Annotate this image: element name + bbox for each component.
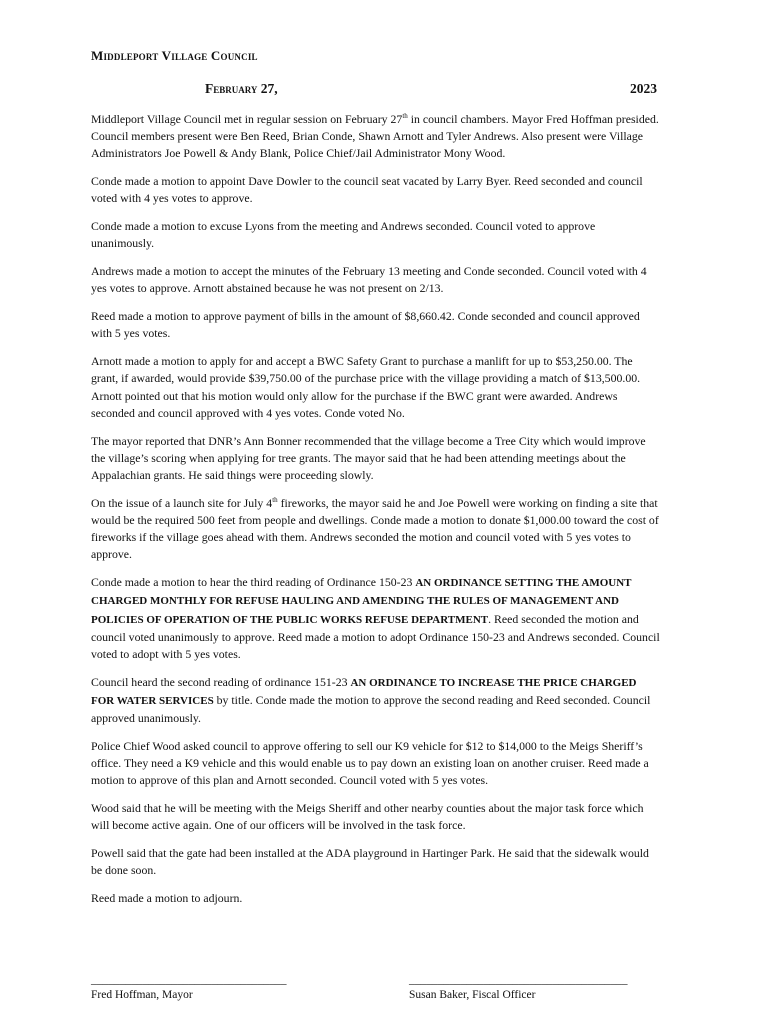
paragraph-ordinance-150-23: Conde made a motion to hear the third reading of Ordinance 150-23 AN ORDINANCE SETTING THE AMOUNT CHARGED MONTHLY FOR REFUSE HAULING AND AMENDING THE RULES OF MANAGEMENT AND POLICIES OF OPERATION OF THE PUBLIC WORKS REFUSE DEPARTMENT. Reed seconded the motion and council voted unanimously to approve. Reed made a motion to adopt Ordinance 150-23 and Andrews seconded. Council voted to adopt with 5 yes votes. bbox=[91, 575, 660, 662]
paragraph-adjourn: Reed made a motion to adjourn. bbox=[91, 891, 243, 906]
ordinance-title: AN ORDINANCE SETTING THE AMOUNT CHARGED MONTHLY FOR REFUSE HAULING AND AMENDING THE RULES OF MANAGEMENT AND POLICIES OF OPERATION OF THE PUBLIC WORKS REFUSE DEPARTMENT bbox=[91, 577, 632, 626]
paragraph-tree-city: The mayor reported that DNR’s Ann Bonner recommended that the village become a Tree City which would improve the village’s scoring when applying for tree grants. The mayor said that he had been attending meetings about the Appalachian grants. He said things were proceeding slowly. bbox=[91, 433, 646, 483]
paragraph-bwc-safety-grant: Arnott made a motion to apply for and accept a BWC Safety Grant to purchase a manlift for up to $53,250.00. The grant, if awarded, would provide $39,750.00 of the purchase price with the village providing a match of $13,500.00. Arnott pointed out that his motion would only allow for the purchase if the BWC grant were awarded. Andrews seconded and council approved with 4 yes votes. Conde voted No. bbox=[91, 354, 641, 420]
signature-mayor bbox=[91, 974, 287, 1001]
paragraph-task-force: Wood said that he will be meeting with the Meigs Sheriff and other nearby counties about the major task force which will become active again. One of our officers will be involved in the task force. bbox=[91, 801, 644, 833]
paragraph-ordinance-151-23: Council heard the second reading of ordinance 151-23 AN ORDINANCE TO INCREASE THE PRICE CHARGED FOR WATER SERVICES by title. Conde made the motion to approve the second reading and Reed seconded. Council approved unanimously. bbox=[91, 674, 651, 726]
paragraph-approve-minutes: Andrews made a motion to accept the minutes of the February 13 meeting and Conde seconded. Council voted with 4 yes votes to approve. Arnott abstained because he was not present on 2/13. bbox=[91, 264, 647, 296]
paragraph-fireworks: On the issue of a launch site for July 4th fireworks, the mayor said he and Joe Powell were working on finding a site that would be the required 500 feet from people and dwellings. Conde made a motion to donate $1,000.00 toward the cost of fireworks if the village goes ahead with them. Andrews seconded the motion and council voted with 5 yes votes to approve. bbox=[91, 495, 659, 562]
organization-title: Middleport Village Council bbox=[91, 48, 258, 63]
paragraph-appoint-council-seat: Conde made a motion to appoint Dave Dowler to the council seat vacated by Larry Byer. Reed seconded and council voted with 4 yes votes to approve. bbox=[91, 174, 643, 206]
signature-line: __________________________________ bbox=[91, 974, 287, 986]
meeting-date-month-day: February 27, bbox=[205, 81, 278, 96]
signature-name: Fred Hoffman, Mayor bbox=[91, 989, 193, 1001]
minutes-body bbox=[91, 111, 661, 918]
paragraph-excuse-lyons: Conde made a motion to excuse Lyons from the meeting and Andrews seconded. Council voted to approve unanimously. bbox=[91, 219, 596, 251]
signature-name: Susan Baker, Fiscal Officer bbox=[409, 989, 536, 1001]
signature-line: ______________________________________ bbox=[409, 974, 628, 986]
signature-fiscal-officer bbox=[409, 974, 628, 1001]
paragraph-attendance: Middleport Village Council met in regular session on February 27th in council chambers. Mayor Fred Hoffman presided. Council members present were Ben Reed, Brian Conde, Shawn Arnott and Tyler Andrews. Also present were Village Administrators Joe Powell & Andy Blank, Police Chief/Jail Administrator Mony Wood. bbox=[91, 112, 659, 161]
paragraph-ada-playground: Powell said that the gate had been installed at the ADA playground in Hartinger Park. He said that the sidewalk would be done soon. bbox=[91, 846, 649, 878]
ordinance-title: AN ORDINANCE TO INCREASE THE PRICE CHARGED FOR WATER SERVICES bbox=[91, 676, 637, 708]
paragraph-k9-vehicle: Police Chief Wood asked council to approve offering to sell our K9 vehicle for $12 to $14,000 to the Meigs Sheriff’s office. They need a K9 vehicle and this would enable us to pay down an existing loan on another cruiser. Reed made a motion to approve of this plan and Arnott seconded. Council voted with 5 yes votes. bbox=[91, 739, 649, 788]
meeting-date-year: 2023 bbox=[630, 81, 657, 96]
paragraph-payment-of-bills: Reed made a motion to approve payment of bills in the amount of $8,660.42. Conde seconded and council approved with 5 yes votes. bbox=[91, 309, 640, 341]
